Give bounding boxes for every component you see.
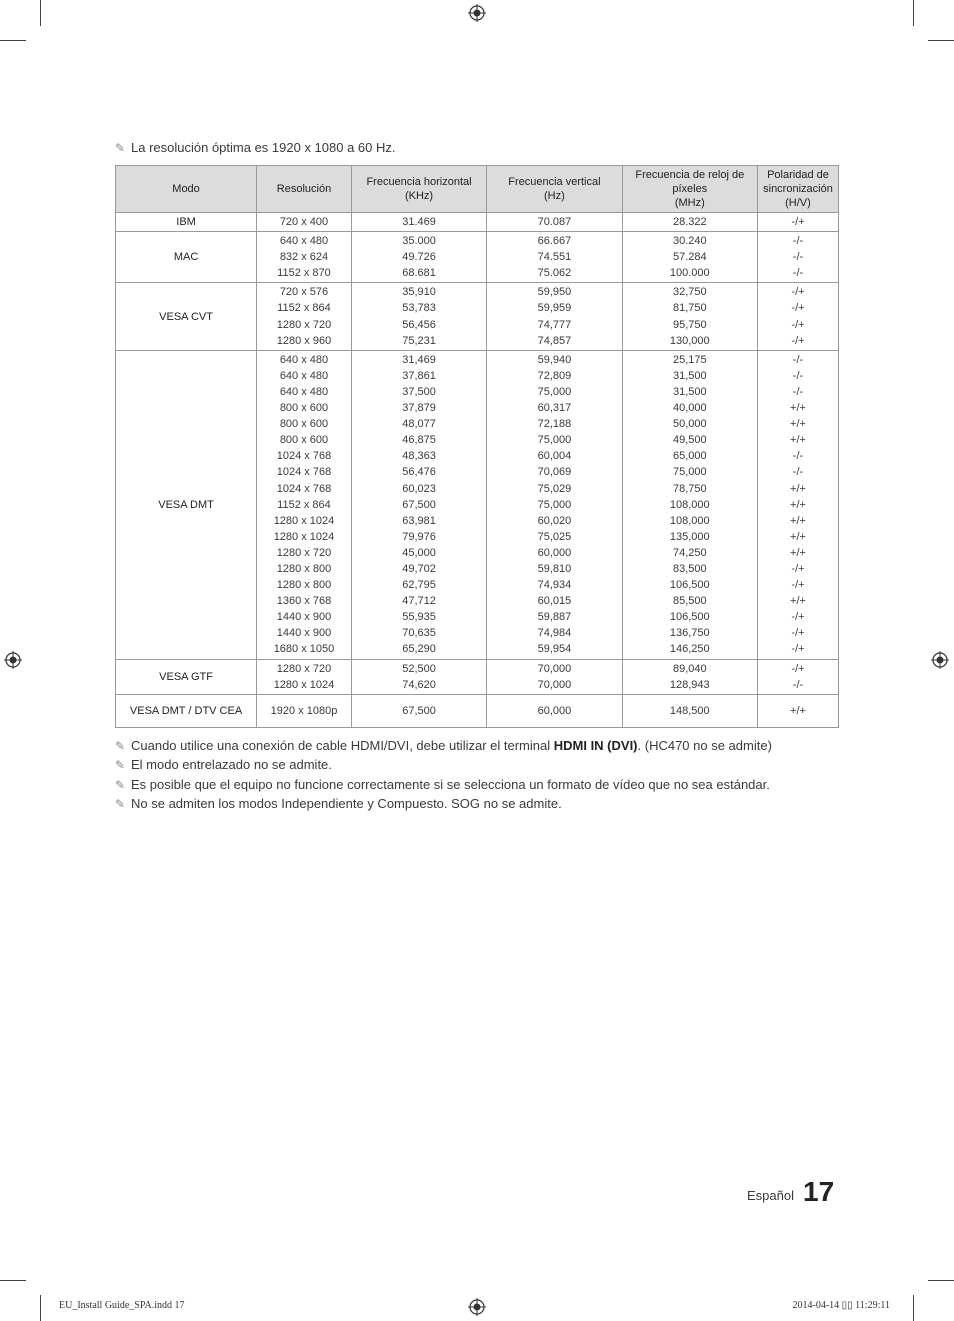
resolution-value: 832 x 624 — [279, 251, 329, 264]
resolution-cell — [257, 659, 352, 694]
vfreq-value: 75,000 — [537, 498, 572, 511]
clock-value: 128,943 — [669, 678, 710, 691]
header-line: píxeles — [672, 183, 708, 195]
hfreq-value: 62,795 — [402, 579, 436, 592]
hfreq-value: 56,456 — [402, 318, 436, 331]
hfreq-value: 47,712 — [402, 595, 436, 608]
polarity-value: +/+ — [790, 530, 806, 543]
vfreq-value: 74,857 — [537, 334, 572, 347]
vfreq-value: 74,984 — [537, 627, 572, 640]
resolution-value: 1152 x 864 — [277, 498, 331, 511]
clock-value: 148,500 — [669, 704, 710, 717]
clock-value: 81,750 — [672, 302, 707, 315]
header-vfreq — [487, 166, 622, 213]
vfreq-value: 75,025 — [537, 530, 572, 543]
vfreq-cell — [487, 350, 622, 659]
clock-value: 30.240 — [672, 235, 707, 248]
polarity-value: +/+ — [790, 402, 806, 415]
vfreq-value: 59,954 — [537, 643, 572, 656]
slug-date: 2014-04-14 ▯▯ 11:29:11 — [792, 1300, 890, 1311]
clock-value: 32,750 — [672, 286, 707, 299]
resolution-value: 1280 x 720 — [276, 318, 332, 331]
vfreq-value: 66.667 — [537, 235, 572, 248]
polarity-value: -/+ — [791, 216, 805, 228]
header-clock — [622, 166, 757, 213]
clock-value: 28.322 — [672, 216, 707, 228]
clock-value: 57.284 — [672, 251, 707, 264]
polarity-value: -/+ — [791, 302, 805, 315]
resolution-cell — [257, 232, 352, 283]
mode-cell: IBM — [116, 213, 257, 232]
polarity-value: -/+ — [791, 627, 805, 640]
footer-language: Español — [747, 1188, 794, 1203]
vfreq-value: 70,000 — [537, 678, 572, 691]
resolution-value: 1360 x 768 — [276, 595, 332, 608]
page-number: 17 — [803, 1176, 835, 1207]
vfreq-value: 70,000 — [537, 662, 572, 675]
polarity-value: +/+ — [790, 482, 806, 495]
vfreq-value: 59,959 — [537, 302, 572, 315]
hfreq-value: 37,879 — [402, 402, 436, 415]
vfreq-value: 75,000 — [537, 434, 572, 447]
resolution-cell — [257, 350, 352, 659]
vfreq-value: 59,810 — [537, 562, 572, 575]
hfreq-value: 67,500 — [402, 498, 436, 511]
mode-cell: VESA GTF — [116, 659, 257, 694]
clock-value: 100.000 — [669, 267, 710, 280]
hfreq-value: 49,702 — [402, 562, 436, 575]
resolution-cell — [257, 694, 352, 727]
resolution-value: 1280 x 800 — [276, 579, 332, 592]
table-body — [116, 213, 839, 728]
registration-mark-icon — [468, 1298, 486, 1316]
resolution-value: 1680 x 1050 — [273, 643, 335, 656]
registration-mark-icon — [931, 651, 949, 669]
polarity-value: -/+ — [791, 579, 805, 592]
hfreq-value: 67,500 — [402, 704, 436, 717]
table-row — [116, 213, 839, 232]
clock-value: 83,500 — [672, 562, 707, 575]
hfreq-value: 60,023 — [402, 482, 436, 495]
polarity-value: +/+ — [790, 434, 806, 447]
resolution-cell — [257, 283, 352, 350]
resolution-value: 1280 x 720 — [276, 546, 332, 559]
header-line: (H/V) — [785, 197, 811, 209]
polarity-value: -/+ — [791, 662, 805, 675]
note-item — [115, 777, 770, 792]
polarity-value: -/+ — [791, 286, 805, 299]
clock-value: 31,500 — [672, 369, 707, 382]
header-line: (KHz) — [404, 190, 434, 202]
slug-file: EU_Install Guide_SPA.indd 17 — [59, 1300, 185, 1311]
polarity-value: -/+ — [791, 643, 805, 656]
vfreq-cell — [487, 283, 622, 350]
polarity-value: -/- — [792, 251, 804, 264]
top-note-text: La resolución óptima es 1920 x 1080 a 60 Hz. — [131, 140, 396, 155]
polarity-cell — [757, 659, 838, 694]
clock-value: 25,175 — [672, 353, 707, 366]
vfreq-value: 72,809 — [537, 369, 572, 382]
pencil-note-icon: ✎ — [115, 739, 126, 753]
vfreq-value: 70.087 — [537, 216, 572, 228]
table-row — [116, 232, 839, 283]
vfreq-value: 59,950 — [537, 286, 572, 299]
clock-value: 50,000 — [672, 418, 707, 431]
hfreq-value: 70,635 — [402, 627, 436, 640]
note-text: . (HC470 no se admite) — [637, 738, 772, 753]
resolution-value: 1152 x 870 — [277, 267, 331, 280]
crop-mark — [0, 1280, 26, 1281]
pencil-note-icon: ✎ — [115, 796, 126, 811]
table-header-row — [116, 166, 839, 213]
clock-value: 49,500 — [672, 434, 707, 447]
table-row — [116, 283, 839, 350]
hfreq-value: 48,077 — [402, 418, 436, 431]
resolution-value: 1440 x 900 — [276, 627, 332, 640]
resolution-value: 1280 x 1024 — [273, 678, 335, 691]
polarity-value: -/- — [792, 678, 804, 691]
clock-value: 106,500 — [669, 611, 710, 624]
vfreq-value: 60,020 — [537, 514, 572, 527]
top-note — [115, 140, 396, 155]
hfreq-cell — [351, 350, 486, 659]
clock-value: 108,000 — [669, 498, 710, 511]
header-line: (Hz) — [544, 190, 565, 202]
hfreq-value: 68.681 — [402, 267, 436, 280]
hfreq-cell — [351, 659, 486, 694]
registration-mark-icon — [468, 4, 486, 22]
note-item — [115, 796, 562, 811]
hfreq-value: 49.726 — [402, 251, 436, 264]
clock-cell — [622, 232, 757, 283]
header-line: Frecuencia de reloj de — [635, 169, 745, 181]
hfreq-value: 65,290 — [402, 643, 436, 656]
vfreq-value: 59,887 — [537, 611, 572, 624]
resolution-value: 1024 x 768 — [276, 466, 332, 479]
polarity-value: -/- — [792, 450, 804, 463]
polarity-value: -/- — [792, 369, 804, 382]
note-text: No se admiten los modos Independiente y Compuesto. SOG no se admite. — [131, 795, 562, 811]
hfreq-value: 45,000 — [402, 546, 436, 559]
clock-value: 108,000 — [669, 514, 710, 527]
vfreq-value: 60,015 — [537, 595, 572, 608]
resolution-cell — [257, 213, 352, 232]
header-mode: Modo — [116, 166, 257, 213]
hfreq-value: 31.469 — [402, 216, 436, 228]
resolution-value: 1280 x 1024 — [273, 514, 335, 527]
pencil-note-icon: ✎ — [115, 777, 126, 792]
vfreq-value: 75,029 — [537, 482, 572, 495]
polarity-value: -/- — [792, 267, 804, 280]
resolution-value: 1280 x 720 — [276, 662, 332, 675]
clock-cell — [622, 659, 757, 694]
resolution-value: 640 x 480 — [279, 385, 329, 398]
polarity-value: +/+ — [790, 514, 806, 527]
clock-value: 106,500 — [669, 579, 710, 592]
note-item — [115, 738, 772, 753]
resolution-value: 1920 x 1080p — [270, 704, 338, 717]
hfreq-value: 31,469 — [402, 353, 436, 366]
polarity-value: -/+ — [791, 334, 805, 347]
resolution-value: 800 x 600 — [279, 434, 329, 447]
hfreq-value: 37,861 — [402, 369, 436, 382]
display-modes-table — [115, 165, 839, 728]
resolution-value: 720 x 400 — [279, 216, 329, 228]
clock-value: 136,750 — [669, 627, 710, 640]
hfreq-value: 35,910 — [402, 286, 436, 299]
polarity-cell — [757, 283, 838, 350]
clock-cell — [622, 694, 757, 727]
mode-cell: VESA CVT — [116, 283, 257, 350]
hfreq-value: 75,231 — [402, 334, 436, 347]
polarity-value: +/+ — [790, 498, 806, 511]
clock-value: 75,000 — [672, 466, 707, 479]
crop-mark — [40, 1295, 41, 1321]
vfreq-value: 60,000 — [537, 546, 572, 559]
vfreq-value: 60,000 — [537, 704, 572, 717]
header-line: Frecuencia horizontal — [366, 176, 472, 188]
header-line: Polaridad de — [767, 169, 829, 181]
vfreq-value: 60,317 — [537, 402, 572, 415]
vfreq-value: 70,069 — [537, 466, 572, 479]
resolution-value: 1024 x 768 — [276, 450, 332, 463]
polarity-value: +/+ — [790, 546, 806, 559]
hfreq-value: 53,783 — [402, 302, 436, 315]
resolution-value: 1280 x 1024 — [273, 530, 335, 543]
resolution-value: 1024 x 768 — [276, 482, 332, 495]
header-line: Frecuencia vertical — [508, 176, 601, 188]
polarity-value: -/+ — [791, 611, 805, 624]
pencil-note-icon: ✎ — [115, 141, 126, 155]
vfreq-cell — [487, 694, 622, 727]
table-row — [116, 659, 839, 694]
resolution-value: 1280 x 800 — [276, 562, 332, 575]
polarity-value: -/+ — [791, 318, 805, 331]
clock-cell — [622, 213, 757, 232]
resolution-value: 1440 x 900 — [276, 611, 332, 624]
polarity-value: +/+ — [790, 418, 806, 431]
resolution-value: 1280 x 960 — [276, 334, 332, 347]
resolution-value: 640 x 480 — [279, 353, 329, 366]
polarity-cell — [757, 232, 838, 283]
crop-mark — [40, 0, 41, 26]
hfreq-cell — [351, 213, 486, 232]
vfreq-value: 59,940 — [537, 353, 572, 366]
clock-value: 85,500 — [672, 595, 707, 608]
vfreq-value: 75,000 — [537, 385, 572, 398]
header-hfreq — [351, 166, 486, 213]
polarity-value: -/- — [792, 466, 804, 479]
resolution-value: 640 x 480 — [279, 369, 329, 382]
hfreq-value: 37,500 — [402, 385, 436, 398]
hfreq-value: 35.000 — [402, 235, 436, 248]
header-resolution: Resolución — [257, 166, 352, 213]
polarity-cell — [757, 350, 838, 659]
mode-cell: VESA DMT — [116, 350, 257, 659]
polarity-value: -/- — [792, 235, 804, 248]
clock-value: 89,040 — [672, 662, 707, 675]
hfreq-value: 74,620 — [402, 678, 436, 691]
resolution-value: 1152 x 864 — [277, 302, 331, 315]
vfreq-cell — [487, 213, 622, 232]
polarity-value: -/- — [792, 385, 804, 398]
header-line: sincronización — [763, 183, 833, 195]
note-text: Es posible que el equipo no funcione correctamente si se selecciona un formato de vídeo que no sea estándar. — [131, 776, 770, 792]
vfreq-value: 75.062 — [537, 267, 572, 280]
note-bold-text: HDMI IN (DVI) — [553, 738, 638, 753]
note-text: El modo entrelazado no se admite. — [131, 757, 332, 773]
note-text: Cuando utilice una conexión de cable HDMI/DVI, debe utilizar el terminal — [131, 738, 554, 753]
clock-value: 78,750 — [672, 482, 707, 495]
polarity-cell — [757, 694, 838, 727]
hfreq-value: 79,976 — [402, 530, 436, 543]
crop-mark — [913, 0, 914, 26]
resolution-value: 800 x 600 — [279, 402, 329, 415]
table-row — [116, 350, 839, 659]
header-polarity — [757, 166, 838, 213]
vfreq-value: 74,777 — [537, 318, 572, 331]
hfreq-value: 63,981 — [402, 514, 436, 527]
crop-mark — [0, 40, 26, 41]
mode-cell: MAC — [116, 232, 257, 283]
polarity-value: -/- — [792, 353, 804, 366]
vfreq-value: 74,934 — [537, 579, 572, 592]
clock-cell — [622, 350, 757, 659]
clock-value: 31,500 — [672, 385, 707, 398]
clock-value: 95,750 — [672, 318, 707, 331]
polarity-cell — [757, 213, 838, 232]
header-line: (MHz) — [674, 197, 705, 209]
crop-mark — [913, 1295, 914, 1321]
hfreq-value: 55,935 — [402, 611, 436, 624]
polarity-value: -/+ — [791, 562, 805, 575]
resolution-value: 800 x 600 — [279, 418, 329, 431]
hfreq-cell — [351, 283, 486, 350]
hfreq-value: 46,875 — [402, 434, 436, 447]
mode-cell: VESA DMT / DTV CEA — [116, 694, 257, 727]
clock-value: 130,000 — [669, 334, 710, 347]
clock-value: 74,250 — [672, 546, 707, 559]
hfreq-value: 48,363 — [402, 450, 436, 463]
hfreq-cell — [351, 694, 486, 727]
clock-value: 146,250 — [669, 643, 710, 656]
registration-mark-icon — [4, 651, 22, 669]
table-row — [116, 694, 839, 727]
resolution-value: 720 x 576 — [279, 286, 329, 299]
note-item — [115, 757, 332, 772]
resolution-value: 640 x 480 — [279, 235, 329, 248]
hfreq-cell — [351, 232, 486, 283]
clock-value: 135,000 — [669, 530, 710, 543]
hfreq-value: 52,500 — [402, 662, 436, 675]
crop-mark — [928, 1280, 954, 1281]
vfreq-cell — [487, 232, 622, 283]
hfreq-value: 56,476 — [402, 466, 436, 479]
clock-value: 65,000 — [672, 450, 707, 463]
clock-value: 40,000 — [672, 402, 707, 415]
clock-cell — [622, 283, 757, 350]
crop-mark — [928, 40, 954, 41]
polarity-value: +/+ — [790, 595, 806, 608]
vfreq-cell — [487, 659, 622, 694]
vfreq-value: 72,188 — [537, 418, 572, 431]
polarity-value: +/+ — [790, 704, 806, 717]
vfreq-value: 60,004 — [537, 450, 572, 463]
vfreq-value: 74.551 — [537, 251, 572, 264]
pencil-note-icon: ✎ — [115, 758, 126, 773]
